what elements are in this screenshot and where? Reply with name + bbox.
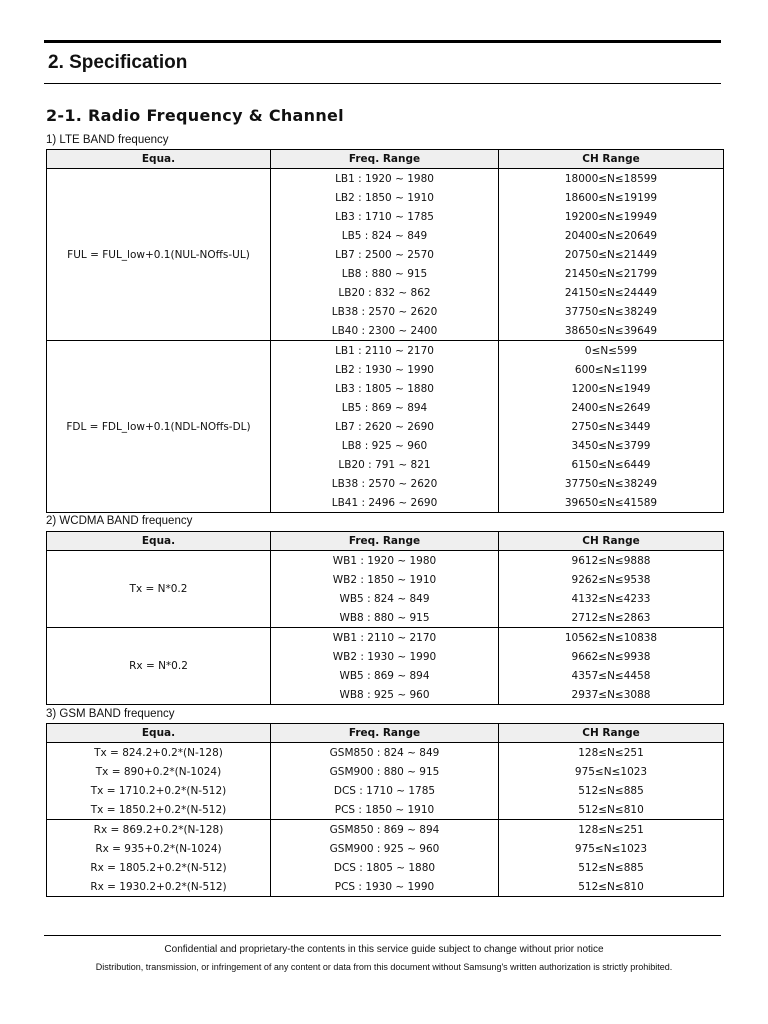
freq-range-cell: WB1 : 2110 ~ 2170 bbox=[271, 628, 499, 648]
footer-distribution: Distribution, transmission, or infringement of any content or data from this document without Samsung's written authorization is strictly prohibited. bbox=[95, 962, 673, 972]
equation-cell: Tx = 1710.2+0.2*(N-512) bbox=[47, 781, 271, 800]
gsm-tx-group bbox=[47, 743, 724, 820]
ch-range-cell: 4132≤N≤4233 bbox=[499, 589, 724, 608]
ch-range-cell: 37750≤N≤38249 bbox=[499, 474, 724, 493]
table-row bbox=[47, 762, 724, 781]
equation-cell: Tx = 824.2+0.2*(N-128) bbox=[47, 743, 271, 763]
freq-range-cell: WB2 : 1930 ~ 1990 bbox=[271, 647, 499, 666]
freq-range-cell: LB38 : 2570 ~ 2620 bbox=[271, 474, 499, 493]
freq-range-cell: LB38 : 2570 ~ 2620 bbox=[271, 302, 499, 321]
ch-range-cell: 9262≤N≤9538 bbox=[499, 570, 724, 589]
ch-range-cell: 512≤N≤885 bbox=[499, 781, 724, 800]
lte-ul-group bbox=[47, 169, 724, 341]
ch-range-cell: 20750≤N≤21449 bbox=[499, 245, 724, 264]
footer-rule bbox=[44, 935, 721, 936]
table-row bbox=[47, 341, 724, 361]
table-row bbox=[47, 169, 724, 189]
col-equa-header: Equa. bbox=[47, 724, 271, 743]
freq-range-cell: WB8 : 880 ~ 915 bbox=[271, 608, 499, 628]
ch-range-cell: 6150≤N≤6449 bbox=[499, 455, 724, 474]
section-subtitle: 2-1. Radio Frequency & Channel bbox=[46, 106, 344, 125]
wcdma-tx-group bbox=[47, 551, 724, 628]
ch-range-cell: 18000≤N≤18599 bbox=[499, 169, 724, 189]
ch-range-cell: 2937≤N≤3088 bbox=[499, 685, 724, 705]
freq-range-cell: LB7 : 2620 ~ 2690 bbox=[271, 417, 499, 436]
ch-range-cell: 3450≤N≤3799 bbox=[499, 436, 724, 455]
ch-range-cell: 19200≤N≤19949 bbox=[499, 207, 724, 226]
freq-range-cell: LB7 : 2500 ~ 2570 bbox=[271, 245, 499, 264]
table-row bbox=[47, 877, 724, 897]
col-ch-header: CH Range bbox=[499, 532, 724, 551]
ch-range-cell: 512≤N≤810 bbox=[499, 800, 724, 820]
col-ch-header: CH Range bbox=[499, 150, 724, 169]
wcdma-table bbox=[46, 531, 724, 705]
ch-range-cell: 1200≤N≤1949 bbox=[499, 379, 724, 398]
freq-range-cell: WB8 : 925 ~ 960 bbox=[271, 685, 499, 705]
ch-range-cell: 2750≤N≤3449 bbox=[499, 417, 724, 436]
table-row bbox=[47, 858, 724, 877]
table-row bbox=[47, 820, 724, 840]
wcdma-caption: 2) WCDMA BAND frequency bbox=[46, 515, 193, 527]
ch-range-cell: 512≤N≤810 bbox=[499, 877, 724, 897]
equation-cell: Rx = 869.2+0.2*(N-128) bbox=[47, 820, 271, 840]
lte-dl-group bbox=[47, 341, 724, 513]
ch-range-cell: 20400≤N≤20649 bbox=[499, 226, 724, 245]
table-row bbox=[47, 800, 724, 820]
col-ch-header: CH Range bbox=[499, 724, 724, 743]
ch-range-cell: 600≤N≤1199 bbox=[499, 360, 724, 379]
equation-cell: Rx = 935+0.2*(N-1024) bbox=[47, 839, 271, 858]
freq-range-cell: GSM900 : 925 ~ 960 bbox=[271, 839, 499, 858]
col-freq-header: Freq. Range bbox=[271, 532, 499, 551]
top-rule bbox=[44, 40, 721, 43]
table-row bbox=[47, 781, 724, 800]
ch-range-cell: 18600≤N≤19199 bbox=[499, 188, 724, 207]
ch-range-cell: 2712≤N≤2863 bbox=[499, 608, 724, 628]
freq-range-cell: WB5 : 824 ~ 849 bbox=[271, 589, 499, 608]
freq-range-cell: LB3 : 1805 ~ 1880 bbox=[271, 379, 499, 398]
ch-range-cell: 0≤N≤599 bbox=[499, 341, 724, 361]
table-row bbox=[47, 839, 724, 858]
gsm-table bbox=[46, 723, 724, 897]
freq-range-cell: WB1 : 1920 ~ 1980 bbox=[271, 551, 499, 571]
freq-range-cell: WB2 : 1850 ~ 1910 bbox=[271, 570, 499, 589]
ch-range-cell: 975≤N≤1023 bbox=[499, 839, 724, 858]
wcdma-rx-group bbox=[47, 628, 724, 705]
ch-range-cell: 10562≤N≤10838 bbox=[499, 628, 724, 648]
col-equa-header: Equa. bbox=[47, 532, 271, 551]
freq-range-cell: DCS : 1805 ~ 1880 bbox=[271, 858, 499, 877]
lte-header-row bbox=[47, 150, 724, 169]
ch-range-cell: 975≤N≤1023 bbox=[499, 762, 724, 781]
gsm-header-row bbox=[47, 724, 724, 743]
freq-range-cell: PCS : 1930 ~ 1990 bbox=[271, 877, 499, 897]
equation-cell: Rx = N*0.2 bbox=[47, 628, 271, 705]
freq-range-cell: WB5 : 869 ~ 894 bbox=[271, 666, 499, 685]
col-equa-header: Equa. bbox=[47, 150, 271, 169]
ch-range-cell: 37750≤N≤38249 bbox=[499, 302, 724, 321]
equation-cell: Tx = N*0.2 bbox=[47, 551, 271, 628]
freq-range-cell: LB2 : 1850 ~ 1910 bbox=[271, 188, 499, 207]
footer-confidential: Confidential and proprietary-the contents in this service guide subject to change without prior notice bbox=[164, 944, 604, 955]
freq-range-cell: DCS : 1710 ~ 1785 bbox=[271, 781, 499, 800]
freq-range-cell: LB1 : 1920 ~ 1980 bbox=[271, 169, 499, 189]
gsm-caption: 3) GSM BAND frequency bbox=[46, 708, 175, 720]
equation-cell: FDL = FDL_low+0.1(NDL-NOffs-DL) bbox=[47, 341, 271, 513]
freq-range-cell: GSM850 : 824 ~ 849 bbox=[271, 743, 499, 763]
table-row bbox=[47, 628, 724, 648]
col-freq-header: Freq. Range bbox=[271, 150, 499, 169]
ch-range-cell: 128≤N≤251 bbox=[499, 743, 724, 763]
freq-range-cell: LB8 : 925 ~ 960 bbox=[271, 436, 499, 455]
ch-range-cell: 2400≤N≤2649 bbox=[499, 398, 724, 417]
col-freq-header: Freq. Range bbox=[271, 724, 499, 743]
freq-range-cell: LB41 : 2496 ~ 2690 bbox=[271, 493, 499, 513]
table-row bbox=[47, 743, 724, 763]
equation-cell: FUL = FUL_low+0.1(NUL-NOffs-UL) bbox=[47, 169, 271, 341]
freq-range-cell: LB5 : 869 ~ 894 bbox=[271, 398, 499, 417]
ch-range-cell: 9662≤N≤9938 bbox=[499, 647, 724, 666]
ch-range-cell: 39650≤N≤41589 bbox=[499, 493, 724, 513]
ch-range-cell: 21450≤N≤21799 bbox=[499, 264, 724, 283]
ch-range-cell: 512≤N≤885 bbox=[499, 858, 724, 877]
ch-range-cell: 128≤N≤251 bbox=[499, 820, 724, 840]
freq-range-cell: PCS : 1850 ~ 1910 bbox=[271, 800, 499, 820]
freq-range-cell: LB1 : 2110 ~ 2170 bbox=[271, 341, 499, 361]
freq-range-cell: LB3 : 1710 ~ 1785 bbox=[271, 207, 499, 226]
freq-range-cell: LB20 : 832 ~ 862 bbox=[271, 283, 499, 302]
gsm-rx-group bbox=[47, 820, 724, 897]
equation-cell: Tx = 1850.2+0.2*(N-512) bbox=[47, 800, 271, 820]
ch-range-cell: 24150≤N≤24449 bbox=[499, 283, 724, 302]
lte-caption: 1) LTE BAND frequency bbox=[46, 134, 169, 146]
freq-range-cell: GSM850 : 869 ~ 894 bbox=[271, 820, 499, 840]
freq-range-cell: LB5 : 824 ~ 849 bbox=[271, 226, 499, 245]
freq-range-cell: LB2 : 1930 ~ 1990 bbox=[271, 360, 499, 379]
equation-cell: Rx = 1805.2+0.2*(N-512) bbox=[47, 858, 271, 877]
lte-table bbox=[46, 149, 724, 513]
wcdma-header-row bbox=[47, 532, 724, 551]
ch-range-cell: 4357≤N≤4458 bbox=[499, 666, 724, 685]
ch-range-cell: 9612≤N≤9888 bbox=[499, 551, 724, 571]
equation-cell: Rx = 1930.2+0.2*(N-512) bbox=[47, 877, 271, 897]
freq-range-cell: LB8 : 880 ~ 915 bbox=[271, 264, 499, 283]
freq-range-cell: LB40 : 2300 ~ 2400 bbox=[271, 321, 499, 341]
page-title: 2. Specification bbox=[48, 52, 188, 73]
ch-range-cell: 38650≤N≤39649 bbox=[499, 321, 724, 341]
title-underline bbox=[44, 83, 721, 84]
freq-range-cell: GSM900 : 880 ~ 915 bbox=[271, 762, 499, 781]
table-row bbox=[47, 551, 724, 571]
equation-cell: Tx = 890+0.2*(N-1024) bbox=[47, 762, 271, 781]
freq-range-cell: LB20 : 791 ~ 821 bbox=[271, 455, 499, 474]
